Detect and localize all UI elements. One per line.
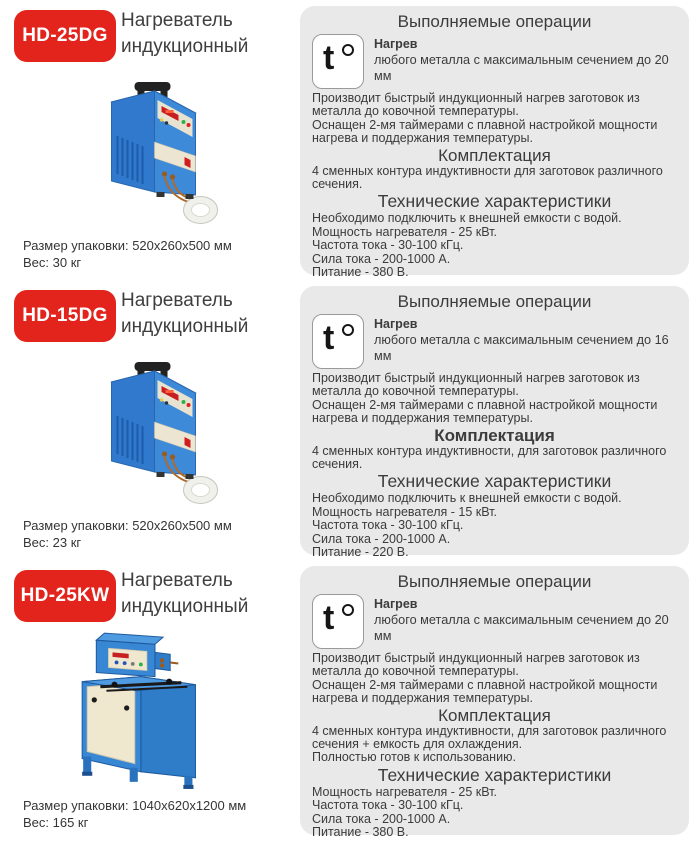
package-weight: Вес: 23 кг <box>23 534 82 550</box>
description <box>312 92 677 146</box>
package-size: Размер упаковки: 520х260х500 мм <box>23 518 232 533</box>
induction-heater-image <box>78 360 236 518</box>
model-badge: HD-25KW <box>14 570 116 622</box>
spec-line: Питание - 380 В. <box>312 265 409 280</box>
equipment-heading: Комплектация <box>438 145 551 165</box>
description-line: Производит быстрый индукционный нагрев заготовок из металла до ковочной температуры. <box>312 371 640 399</box>
spec-line: Мощность нагревателя - 25 кВт. <box>312 784 497 799</box>
spec-line: Частота тока - 30-100 кГц. <box>312 238 464 253</box>
package-size: Размер упаковки: 1040х620х1200 мм <box>23 798 247 813</box>
induction-heater-image <box>78 80 236 238</box>
description-line: Оснащен 2-мя таймерами с плавной настройкой мощности нагрева и поддержания температуры. <box>312 397 658 426</box>
package-info <box>23 518 232 551</box>
product-title: Нагреватель индукционный <box>121 570 249 617</box>
operation-name: Нагрев <box>374 317 418 331</box>
temperature-icon-glyph: t <box>323 599 335 637</box>
operation-text <box>374 34 677 90</box>
specs-heading: Технические характеристики <box>377 764 612 785</box>
induction-heater-cabinet-image <box>70 624 240 794</box>
product-section-hd-25dg <box>0 0 693 280</box>
equipment-line: 4 сменных контура индуктивности, для заготовок различного сечения + емкость для охлаждения. <box>312 723 667 752</box>
spec-line: Питание - 380 В. <box>312 825 409 840</box>
operations-heading: Выполняемые операции <box>397 572 592 591</box>
degree-mark-icon <box>342 44 354 56</box>
operation-detail: любого металла с максимальным сечением до 20 мм <box>374 613 669 643</box>
operation-detail: любого металла с максимальным сечением до 16 мм <box>374 333 669 363</box>
spec-line: Частота тока - 30-100 кГц. <box>312 798 464 813</box>
spec-line: Сила тока - 200-1000 А. <box>312 531 451 546</box>
product-photo <box>78 360 236 518</box>
degree-mark-icon <box>342 324 354 336</box>
equipment-heading: Комплектация <box>438 705 551 725</box>
description-line: Производит быстрый индукционный нагрев заготовок из металла до ковочной температуры. <box>312 651 640 679</box>
model-badge: HD-25DG <box>14 10 116 62</box>
spec-line: Сила тока - 200-1000 А. <box>312 811 451 826</box>
operations-heading: Выполняемые операции <box>397 292 592 311</box>
product-title: Нагреватель индукционный <box>121 290 249 337</box>
temperature-icon-glyph: t <box>323 319 335 357</box>
temperature-icon <box>312 594 364 649</box>
operations-heading: Выполняемые операции <box>397 12 592 31</box>
package-weight: Вес: 30 кг <box>23 254 82 270</box>
product-photo <box>78 80 236 238</box>
spec-line: Питание - 220 В. <box>312 545 409 560</box>
package-size: Размер упаковки: 520х260х500 мм <box>23 238 232 253</box>
degree-mark-icon <box>342 604 354 616</box>
operation-row <box>312 594 677 650</box>
equipment-line: 4 сменных контура индуктивности для заготовок различного сечения. <box>312 163 663 192</box>
spec-panel <box>300 286 689 560</box>
operation-text <box>374 594 677 650</box>
spec-line: Необходимо подключить к внешней емкости с водой. <box>312 211 622 226</box>
operation-row <box>312 314 677 370</box>
description <box>312 652 677 706</box>
description-line: Производит быстрый индукционный нагрев заготовок из металла до ковочной температуры. <box>312 91 640 119</box>
spec-line: Сила тока - 200-1000 А. <box>312 251 451 266</box>
equipment-heading: Комплектация <box>434 425 555 445</box>
specs-heading: Технические характеристики <box>377 191 612 212</box>
operation-text <box>374 314 677 370</box>
specs-heading: Технические характеристики <box>377 471 612 492</box>
temperature-icon <box>312 34 364 89</box>
operation-name: Нагрев <box>374 37 418 51</box>
description-line: Оснащен 2-мя таймерами с плавной настройкой мощности нагрева и поддержания температуры. <box>312 677 658 706</box>
product-photo <box>70 624 240 794</box>
temperature-icon-glyph: t <box>323 39 335 77</box>
spec-panel <box>300 566 689 840</box>
spec-line: Мощность нагревателя - 15 кВт. <box>312 504 497 519</box>
temperature-icon <box>312 314 364 369</box>
spec-line: Мощность нагревателя - 25 кВт. <box>312 224 497 239</box>
product-section-hd-15dg <box>0 280 693 560</box>
product-section-hd-25kw <box>0 560 693 843</box>
spec-line: Частота тока - 30-100 кГц. <box>312 518 464 533</box>
spec-line: Необходимо подключить к внешней емкости с водой. <box>312 491 622 506</box>
operation-name: Нагрев <box>374 597 418 611</box>
product-title: Нагреватель индукционный <box>121 10 249 57</box>
description <box>312 372 677 426</box>
package-info <box>23 238 232 271</box>
package-weight: Вес: 165 кг <box>23 814 89 830</box>
equipment-line: Полностью готов к использованию. <box>312 750 516 765</box>
operation-detail: любого металла с максимальным сечением до 20 мм <box>374 53 669 83</box>
package-info <box>23 798 246 831</box>
model-badge: HD-15DG <box>14 290 116 342</box>
spec-panel <box>300 6 689 280</box>
equipment-line: 4 сменных контура индуктивности, для заготовок различного сечения. <box>312 443 667 472</box>
description-line: Оснащен 2-мя таймерами с плавной настройкой мощности нагрева и поддержания температуры. <box>312 117 658 146</box>
operation-row <box>312 34 677 90</box>
